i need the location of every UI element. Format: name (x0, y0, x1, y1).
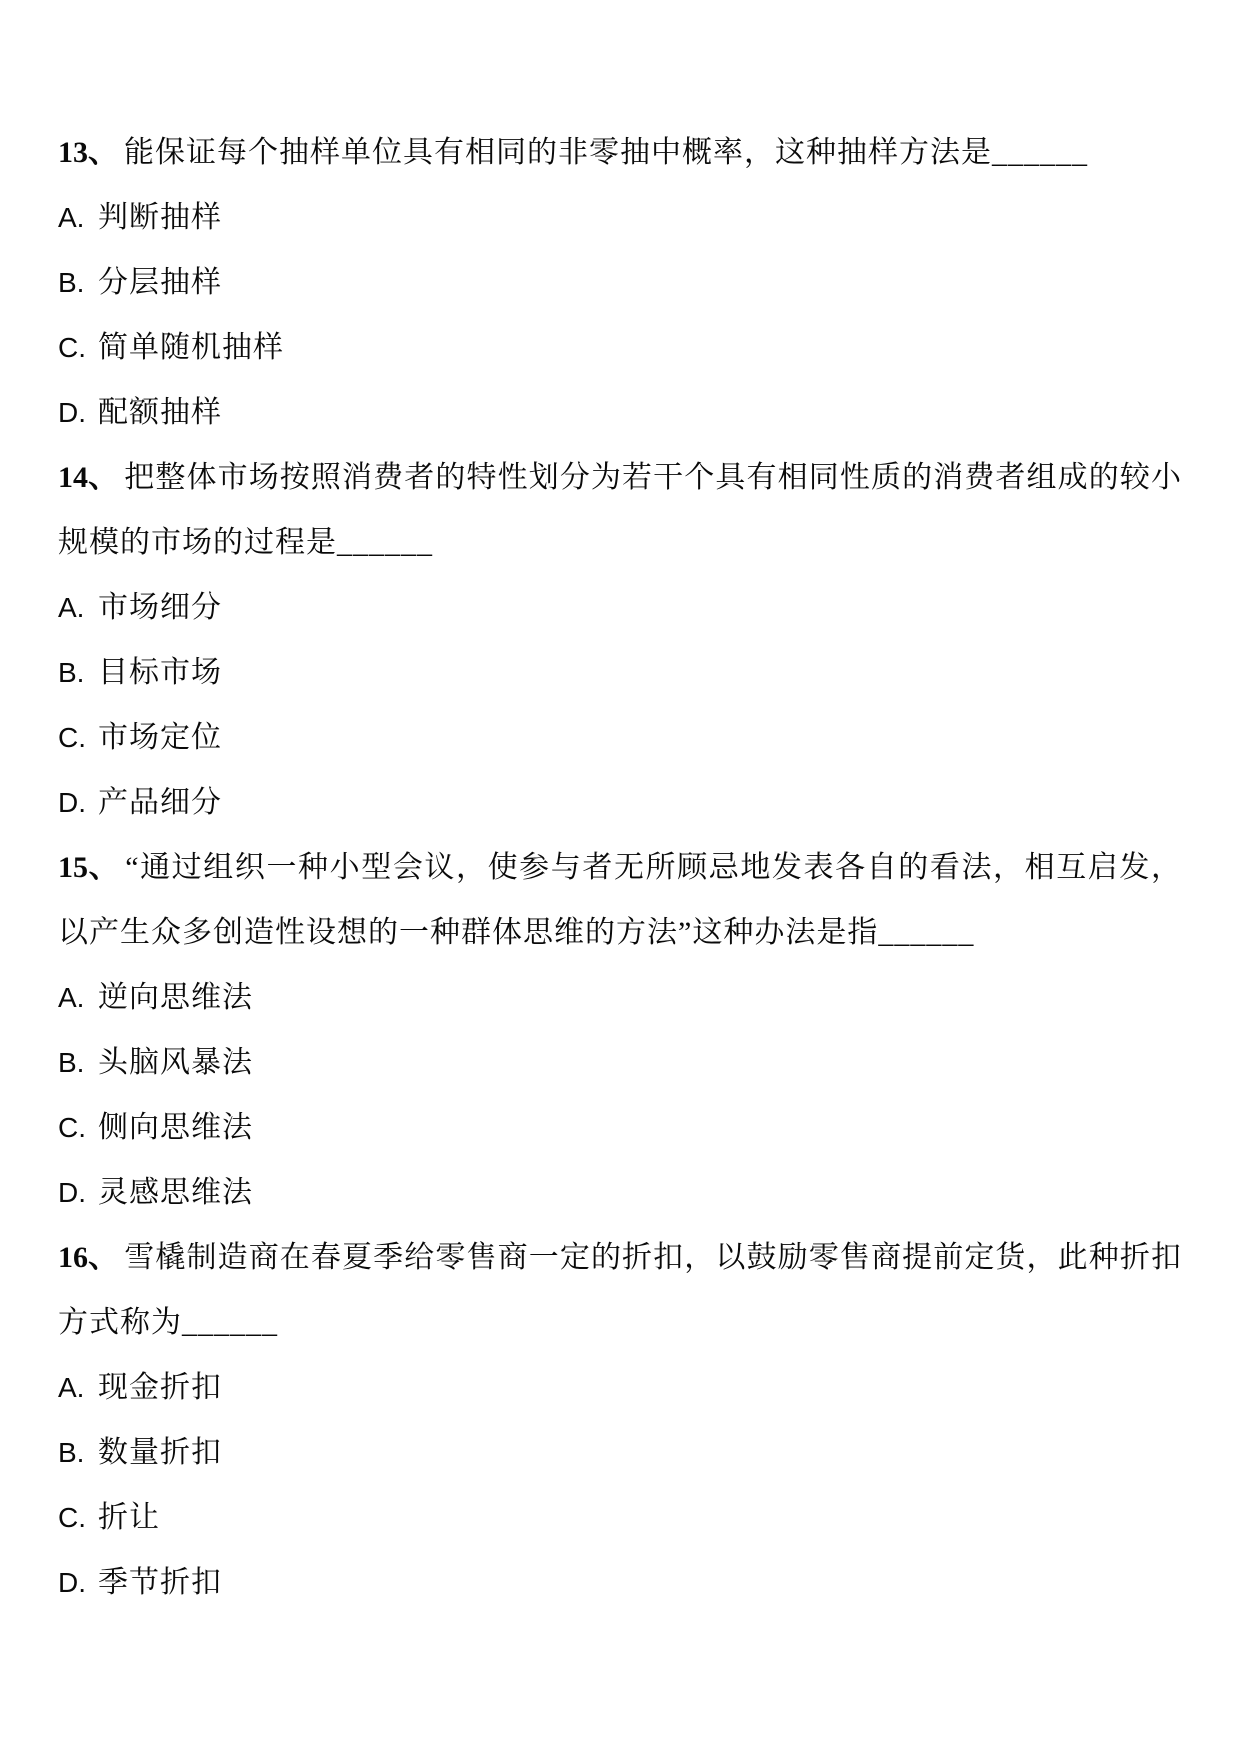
option-text-15-d: 灵感思维法 (98, 1176, 253, 1209)
option-text-15-b: 头脑风暴法 (98, 1046, 253, 1079)
option-text-15-c: 侧向思维法 (98, 1111, 253, 1144)
option-label-13-a: A. (58, 202, 85, 233)
question-number-15: 15、 (58, 851, 120, 884)
option-15-b (58, 1030, 1182, 1095)
option-label-14-c: C. (58, 722, 86, 753)
option-text-15-a: 逆向思维法 (98, 981, 253, 1014)
option-13-c (58, 315, 1182, 380)
option-14-c (58, 705, 1182, 770)
option-text-14-c: 市场定位 (98, 721, 222, 754)
option-text-13-b: 分层抽样 (98, 266, 222, 299)
option-15-c (58, 1095, 1182, 1160)
option-label-13-b: B. (58, 267, 85, 298)
question-text-15 (58, 835, 1182, 965)
option-16-d (58, 1550, 1182, 1615)
question-text-13 (58, 120, 1182, 185)
question-text-14 (58, 445, 1182, 575)
option-text-13-c: 简单随机抽样 (98, 331, 284, 364)
option-14-a (58, 575, 1182, 640)
option-14-d (58, 770, 1182, 835)
option-label-14-a: A. (58, 592, 85, 623)
option-label-13-c: C. (58, 332, 86, 363)
option-text-16-c: 折让 (98, 1501, 160, 1534)
option-text-16-b: 数量折扣 (98, 1436, 222, 1469)
option-15-a (58, 965, 1182, 1030)
question-block-14 (58, 445, 1182, 835)
option-13-b (58, 250, 1182, 315)
option-label-16-c: C. (58, 1502, 86, 1533)
option-label-16-d: D. (58, 1567, 86, 1598)
question-body-13: 能保证每个抽样单位具有相同的非零抽中概率，这种抽样方法是______ (124, 136, 1088, 169)
question-body-14: 把整体市场按照消费者的特性划分为若干个具有相同性质的消费者组成的较小规模的市场的过程是______ (58, 461, 1183, 559)
option-16-a (58, 1355, 1182, 1420)
option-label-14-b: B. (58, 657, 85, 688)
option-label-15-b: B. (58, 1047, 85, 1078)
option-text-14-d: 产品细分 (98, 786, 222, 819)
question-body-16: 雪橇制造商在春夏季给零售商一定的折扣，以鼓励零售商提前定货，此种折扣方式称为______ (58, 1241, 1183, 1339)
option-16-c (58, 1485, 1182, 1550)
option-text-14-a: 市场细分 (98, 591, 222, 624)
question-number-13: 13、 (58, 136, 118, 169)
option-15-d (58, 1160, 1182, 1225)
option-label-13-d: D. (58, 397, 86, 428)
option-label-16-a: A. (58, 1372, 85, 1403)
option-label-15-a: A. (58, 982, 85, 1013)
option-13-d (58, 380, 1182, 445)
option-text-14-b: 目标市场 (98, 656, 222, 689)
option-label-15-d: D. (58, 1177, 86, 1208)
question-block-16 (58, 1225, 1182, 1615)
option-text-16-d: 季节折扣 (98, 1566, 222, 1599)
option-label-16-b: B. (58, 1437, 85, 1468)
option-label-15-c: C. (58, 1112, 86, 1143)
option-13-a (58, 185, 1182, 250)
option-14-b (58, 640, 1182, 705)
question-block-15 (58, 835, 1182, 1225)
option-text-13-d: 配额抽样 (98, 396, 222, 429)
question-number-16: 16、 (58, 1241, 119, 1274)
question-body-15: “通过组织一种小型会议，使参与者无所顾忌地发表各自的看法，相互启发，以产生众多创造性设想的一种群体思维的方法”这种办法是指______ (58, 851, 1182, 949)
option-text-13-a: 判断抽样 (98, 201, 222, 234)
option-16-b (58, 1420, 1182, 1485)
question-text-16 (58, 1225, 1182, 1355)
option-text-16-a: 现金折扣 (98, 1371, 222, 1404)
question-number-14: 14、 (58, 461, 119, 494)
option-label-14-d: D. (58, 787, 86, 818)
question-block-13 (58, 120, 1182, 445)
